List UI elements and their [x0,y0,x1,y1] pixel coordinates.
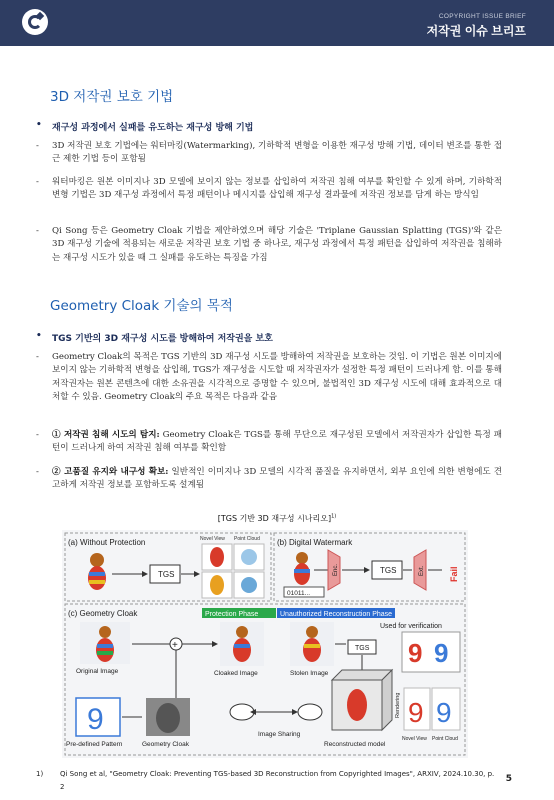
panel-a-tgs-label: TGS [158,570,175,579]
tgs-scenario-figure [62,530,468,758]
detection-heading: ① 저작권 침해 시도의 탐지: [52,430,160,440]
footnote [36,768,500,794]
output-point-digit: 9 [436,697,452,728]
unauthorized-phase-label: Unauthorized Reconstruction Phase [280,611,393,618]
reconstructed-model-label: Reconstructed model [324,741,386,748]
dash-icon: - [36,226,39,236]
section1-item-1 [36,140,502,167]
brief-title: 저작권 이슈 브리프 [426,24,526,38]
section2-item-3 [36,466,502,493]
extractor-label: Ext. [419,565,425,576]
figure-caption-text: [TGS 기반 3D 재구성 시나리오] [217,514,332,523]
predefined-pattern-label: Pre-defined Pattern [66,741,123,748]
figure-caption [0,513,554,524]
panel-b-tgs-label: TGS [380,566,397,575]
bits-label: 01011... [287,590,311,597]
panel-c-tgs-label: TGS [355,645,370,652]
plus-sign: + [172,640,178,651]
figure-caption-sup: 1) [331,513,337,520]
dash-icon: - [36,352,39,362]
section1-item-2 [36,176,502,203]
quality-heading: ② 고품질 유지와 내구성 확보: [52,467,169,477]
dash-icon: - [36,467,39,477]
verification-digit-blue: 9 [434,638,449,668]
dash-icon: - [36,141,39,151]
bear-icon [88,553,106,590]
output-novel-digit: 9 [408,697,424,728]
section-title-purpose: Geometry Cloak 기술의 목적 [50,298,233,314]
section2-item-2 [36,429,502,456]
panel-a-point-cloud-label: Point Cloud [234,536,260,542]
dash-icon: - [36,430,39,440]
used-for-verification-label: Used for verification [380,623,442,630]
section1-item-2-text: 워터마킹은 원본 이미지나 3D 모델에 보이지 않는 정보를 삽입하여 저작권 침해 여부를 확인할 수 있게 하며, 기하학적 변형 기법은 3D 재구성 과정에서 특정 패턴이나 메시지를 삽입해 재구성 결과물에 저작권 정보를 담게 하는 방식임 [52,177,502,201]
image-sharing-label: Image Sharing [258,731,301,738]
section1-item-1-text: 3D 저작권 보호 기법에는 워터마킹(Watermarking), 기하학적 변형을 이용한 재구성 방해 기법, 데이터 변조를 통한 접근 제한 기법 등이 포함됨 [52,141,502,165]
verification-digit-red: 9 [408,638,423,668]
section2-item-1-text: Geometry Cloak의 목적은 TGS 기반의 3D 재구성 시도를 방해하여 저작권을 보호하는 것임. 이 기법은 원본 이미지에 보이지 않는 기하학적 변형을 삽입해, TGS가 재구성을 시도할 때 저작권자가 설정한 특정 패턴이 드러나게 함. 이를 통해 저작권자는 원본 콘텐츠에 대한 소유권을 시각적으로 증명할 수 있으며, 불법적인 3D 재구성 시도에 대해 효과적으로 대처할 수 있음. Geometry Cloak의 주요 목적은 다음과 같음 [52,352,502,403]
quality-text: 일반적인 이미지나 3D 모델의 시각적 품질을 유지하면서, 외부 요인에 의한 변형에도 견고하게 저작권 정보를 포함하도록 설계됨 [52,467,502,491]
cloak-silhouette [156,703,180,733]
section1-bullet-text: 재구성 과정에서 실패를 유도하는 재구성 방해 기법 [52,123,254,133]
dash-icon: - [36,177,39,187]
protection-phase-label: Protection Phase [205,611,259,618]
fail-label: Fail [449,566,459,582]
panel-a-label: (a) Without Protection [68,538,146,547]
brief-label: COPYRIGHT ISSUE BRIEF [438,13,526,20]
output-point-cloud-label: Point Cloud [432,736,458,742]
panel-b-label: (b) Digital Watermark [277,538,353,547]
pattern-digit: 9 [87,703,104,736]
header-bar [0,0,554,46]
section2-item-2-text [52,429,502,456]
section-title-protection: 3D 저작권 보호 기법 [50,89,174,105]
geometry-cloak-label: Geometry Cloak [142,741,189,748]
reconstructed-bear [347,689,367,721]
stolen-image-label: Stolen Image [290,670,329,677]
cloaked-image-label: Cloaked Image [214,670,258,677]
section2-item-3-text [52,466,502,493]
bullet-dot-icon: • [36,120,42,130]
encoder-label: Enc. [333,563,339,576]
detection-text: Geometry Cloak은 TGS를 통해 무단으로 재구성된 모델에서 저작권자가 삽입한 특정 패턴이 드러나게 하여 저작권 침해 여부를 확인함 [52,430,503,454]
panel-b-bear-icon [294,552,310,585]
bullet-dot-icon: • [36,331,42,341]
section2-item-1 [36,351,502,405]
footnote-text: Qi Song et al, "Geometry Cloak: Preventing TGS-based 3D Reconstruction from Copyrighted Images", ARXIV, 2024.10.30, p. 2 [60,770,495,791]
rendering-label: Rendering [395,692,401,718]
section1-item-3-text: Qi Song 등은 Geometry Cloak 기법을 제안하였으며 해당 기술은 'Triplane Gaussian Splatting (TGS)'와 같은 3D 재구성 기술에 적용되는 새로운 저작권 보호 기법 중 하나로, 재구성 과정에서 특정 패턴을 삽입하여 저작권을 침해하는 재구성 시도가 있을 때 그 실패를 유도하는 특징을 가짐 [52,226,502,263]
logo-icon [22,9,48,35]
section1-item-3 [36,225,502,265]
output-novel-view-label: Novel View [402,736,427,742]
panel-a-novel-view-label: Novel View [200,536,225,542]
panel-c-label: (c) Geometry Cloak [68,609,138,618]
footnote-number: 1) [36,770,44,778]
original-image-label: Original Image [76,668,119,675]
section2-bullet-text: TGS 기반의 3D 재구성 시도를 방해하여 저작권을 보호 [52,334,273,344]
page-number: 5 [505,774,512,784]
cube-side [382,670,392,730]
cloud-icon-2 [298,704,322,720]
